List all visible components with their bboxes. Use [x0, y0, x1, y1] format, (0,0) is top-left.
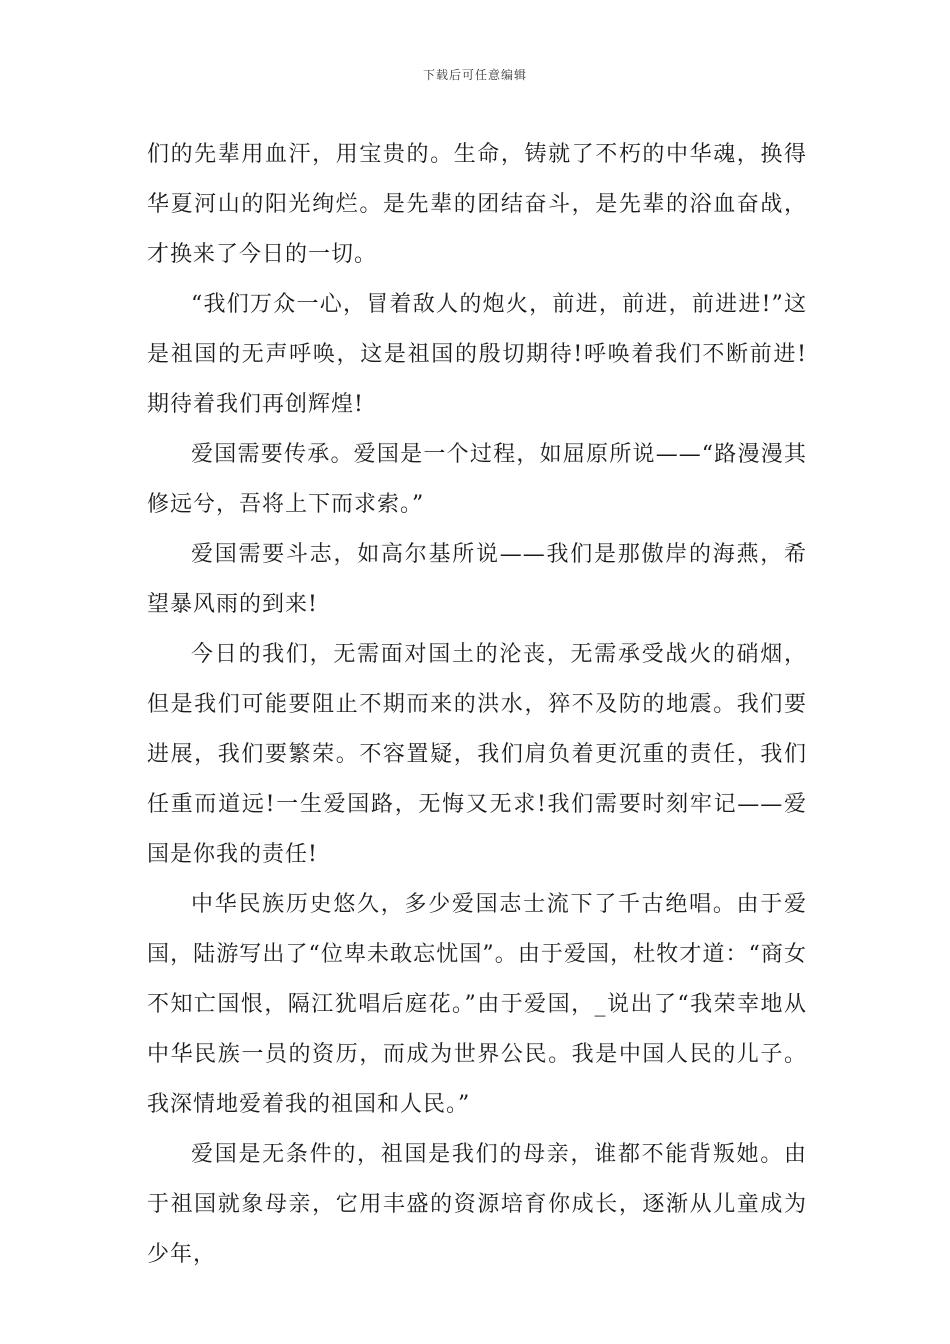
- page-header: 下载后可任意编辑: [422, 68, 527, 82]
- paragraph: “我们万众一心，冒着敌人的炮火，前进，前进，前进进!”这是祖国的无声呼唤，这是祖国的殷切期待!呼唤着我们不断前进!期待着我们再创辉煌!: [147, 292, 807, 417]
- paragraph: 今日的我们，无需面对国土的沦丧，无需承受战火的硝烟，但是我们可能要阻止不期而来的洪水，猝不及防的地震。我们要进展，我们要繁荣。不容置疑，我们肩负着更沉重的责任，我们任重而道远!一生爱国路，无悔又无求!我们需要时刻牢记——爱国是你我的责任!: [147, 642, 807, 867]
- paragraph: 中华民族历史悠久，多少爱国志士流下了千古绝唱。由于爱国，陆游写出了“位卑未敢忘忧国”。由于爱国，杜牧才道：“商女不知亡国恨，隔江犹唱后庭花。”由于爱国，_说出了“我荣幸地从中华民族一员的资历，而成为世界公民。我是中国人民的儿子。我深情地爱着我的祖国和人民。”: [147, 892, 807, 1117]
- document-body: [147, 130, 807, 1280]
- paragraph: 爱国是无条件的，祖国是我们的母亲，谁都不能背叛她。由于祖国就象母亲，它用丰盛的资源培育你成长，逐渐从儿童成为少年，: [147, 1142, 807, 1267]
- paragraph: 爱国需要斗志，如高尔基所说——我们是那傲岸的海燕，希望暴风雨的到来!: [147, 542, 807, 617]
- paragraph: 们的先辈用血汗，用宝贵的。生命，铸就了不朽的中华魂，换得华夏河山的阳光绚烂。是先辈的团结奋斗，是先辈的浴血奋战，才换来了今日的一切。: [147, 142, 807, 267]
- paragraph: 爱国需要传承。爱国是一个过程，如屈原所说——“路漫漫其修远兮，吾将上下而求索。”: [147, 442, 807, 517]
